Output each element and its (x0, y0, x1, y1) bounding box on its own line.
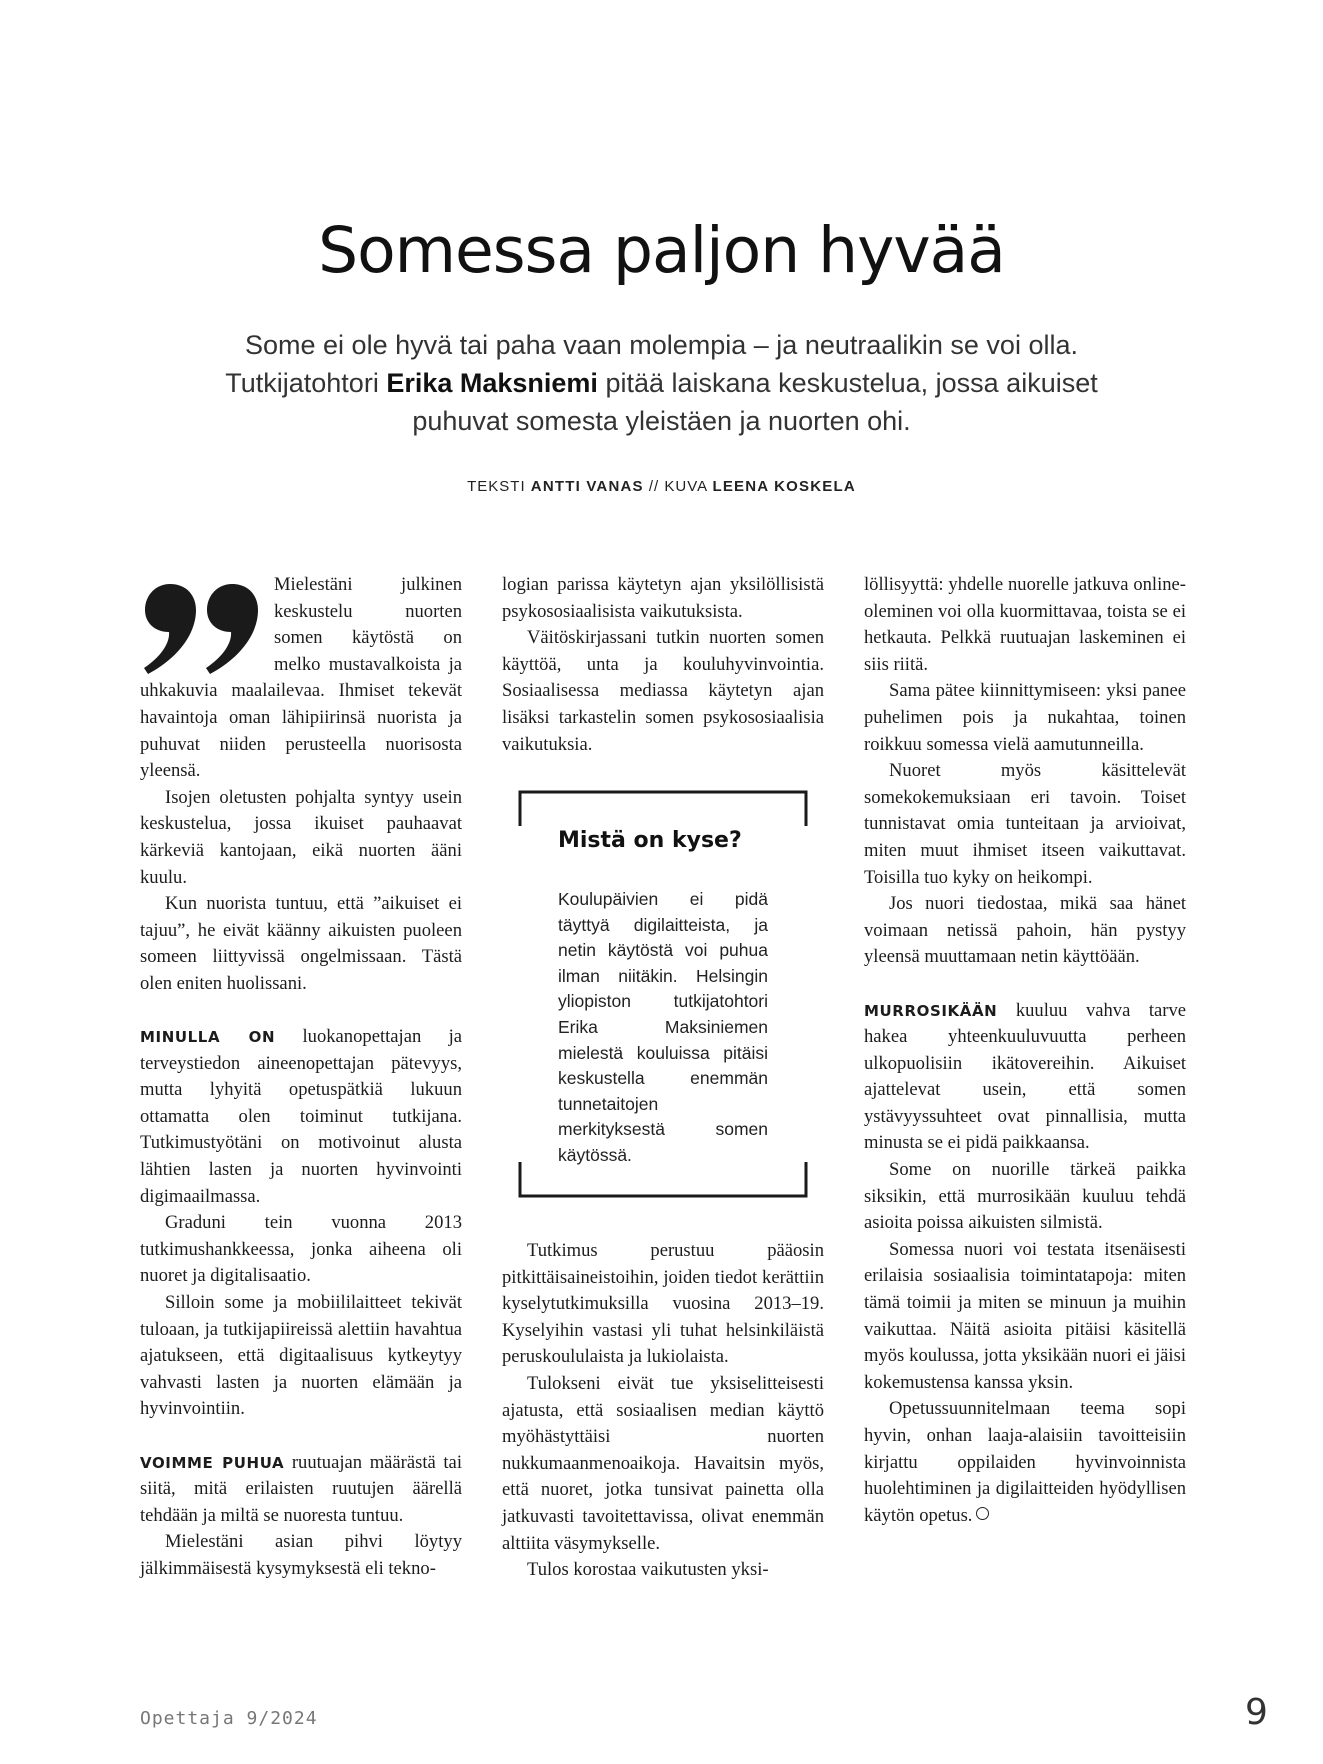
article-credits (0, 478, 1323, 495)
section-paragraph (140, 1024, 462, 1210)
paragraph-text: Mielestäni julkinen keskustelu nuorten somen käytöstä on melko mustavalkoista ja uhkakuvia maalailevaa. Ihmiset tekevät havaintoja oman lähipiirinsä nuorista ja puhuvat niiden perusteella nuorisosta yleensä. (140, 574, 462, 782)
sidebar-title: Mistä on kyse? (558, 828, 742, 853)
paragraph: Isojen oletusten pohjalta syntyy usein keskustelua, jossa ikuiset pauhaavat kärkeviä kantojaan, eikä nuorten ääni kuulu. (140, 786, 462, 888)
paragraph: Mielestäni asian pihvi löytyy jälkimmäisestä kysymyksestä eli tekno- (140, 1531, 462, 1579)
paragraph: Graduni tein vuonna 2013 tutkimushankkeessa, jonka aiheena oli nuoret ja digitalisaatio. (140, 1212, 462, 1287)
paragraph: Some on nuorille tärkeä paikka siksikin, että murrosikään kuuluu tehdä asioita poissa aikuisten silmistä. (864, 1159, 1186, 1234)
paragraph: Jos nuori tiedostaa, mikä saa hänet voimaan netissä pahoin, hän pystyy yleensä muuttamaan netin käyttöään. (864, 893, 1186, 968)
paragraph-text: Opetussuunnitelmaan teema sopi hyvin, onhan laaja-alaisiin tavoitteisiin kirjattu oppilaiden hyvinvoinnista huolehtiminen ja digilaitteiden hyödyllisen käytön opetus. (864, 1398, 1186, 1526)
paragraph-text: ruutuajan määrästä tai siitä, mitä erilaisten ruutujen äärellä tehdään ja miltä se nuoresta tuntuu. (140, 1451, 462, 1526)
article-lead (220, 326, 1103, 440)
section-lead-in: MURROSIKÄÄN (864, 1001, 998, 1020)
paragraph: Somessa nuori voi testata itsenäisesti erilaisia sosiaalisia toimintatapoja: miten tämä toimii ja miten se minuun ja muihin vaikuttaa. Näitä asioita pitäisi käsitellä myös koulussa, jotta yksikään nuori ei jäisi kokemustensa kanssa yksin. (864, 1238, 1186, 1393)
lead-text-end: pitää laiskana keskustelua, jossa aikuiset puhuvat somesta yleistäen ja nuorten ohi. (412, 368, 1098, 436)
page-number: 9 (1245, 1692, 1268, 1733)
credit-separator: // (648, 478, 660, 495)
paragraph: Kun nuorista tuntuu, että ”aikuiset ei tajuu”, he eivät käänny aikuisten puoleen someen liittyvissä ongelmissaan. Tästä olen eniten huolissani. (140, 893, 462, 994)
paragraph (864, 1396, 1186, 1529)
lead-text-start: Some ei ole hyvä tai paha vaan molempia – ja neutraalikin se voi olla. Tutkijatohtori (225, 330, 1078, 398)
credit-text-label: TEKSTI (467, 478, 526, 495)
paragraph: Väitöskirjassani tutkin nuorten somen käyttöä, unta ja kouluhyvinvointia. Sosiaalisessa mediassa käytetyn ajan lisäksi tarkastelin somen psykososiaalisia vaikutuksia. (502, 627, 824, 755)
paragraph: Silloin some ja mobiililaitteet tekivät tuloaan, ja tutkijapiireissä alettiin havahtua ajatukseen, että digitaalisuus kytkeytyy vahvasti lasten ja nuorten elämään ja hyvinvointiin. (140, 1292, 462, 1420)
sidebar-text: Koulupäivien ei pidä täyttyä digilaitteista, ja netin käytöstä voi puhua ilman niitäkin. Helsingin yliopiston tutkijatohtori Erika Maksiniemen mielestä kouluissa pitäisi keskustella enemmän tunnetaitojen merkityksestä somen käytössä. (558, 889, 768, 1165)
credit-photo-label: KUVA (664, 478, 708, 495)
paragraph-text: luokanopettajan ja terveystiedon aineenopettajan pätevyys, mutta lyhyitä opetuspätkiä lukuun ottamatta olen toiminut tutkijana. Tutkimustyötäni on motivoinut alusta lähtien lasten ja nuorten hyvinvointi digimaailmassa. (140, 1026, 462, 1207)
paragraph: logian parissa käytetyn ajan yksilöllisistä psykososiaalisista vaikutuksista. (502, 574, 824, 622)
article-column-3 (864, 572, 1186, 1529)
paragraph: Tutkimus perustuu pääosin pitkittäisaineistoihin, joiden tiedot kerättiin kyselytutkimuksilla vuosina 2013–19. Kyselyihin vastasi yli tuhat helsinkiläistä peruskoululaista ja lukiolaista. (502, 1240, 824, 1368)
end-mark-icon (976, 1507, 989, 1520)
paragraph: Nuoret myös käsittelevät somekokemuksiaan eri tavoin. Toiset tunnistavat omia tunteitaan ja arvioivat, miten muut ihmiset itseen vaikuttavat. Toisilla tuo kyky on heikompi. (864, 760, 1186, 888)
magazine-issue: Opettaja 9/2024 (140, 1708, 318, 1729)
paragraph (140, 572, 462, 785)
quote-mark-icon (140, 578, 260, 678)
section-paragraph (140, 1450, 462, 1530)
article-column-1 (140, 572, 462, 1583)
section-lead-in: VOIMME PUHUA (140, 1453, 285, 1472)
paragraph: Tulokseni eivät tue yksiselitteisesti ajatusta, että sosiaalisen median käyttö myöhästyttäisi nuorten nukkumaanmenoaikoja. Havaitsin myös, että nuoret, jotka tunsivat painetta olla jatkuvasti tavoitettavissa, olivat enemmän alttiita väsymykselle. (502, 1372, 824, 1554)
section-paragraph (864, 998, 1186, 1158)
article-title: Somessa paljon hyvää (318, 214, 1005, 287)
paragraph: Tulos korostaa vaikutusten yksi- (527, 1559, 769, 1581)
paragraph: Sama pätee kiinnittymiseen: yksi panee puhelimen pois ja nukahtaa, toinen roikkuu somessa vielä aamutunneilla. (864, 680, 1186, 755)
credit-photographer: LEENA KOSKELA (712, 478, 856, 495)
section-lead-in: MINULLA ON (140, 1028, 276, 1047)
sidebar-box (518, 790, 808, 1198)
article-column-2-top (502, 572, 824, 758)
article-column-2-bottom (502, 1238, 824, 1584)
paragraph-text: kuuluu vahva tarve hakea yhteenkuuluvuutta perheen ulkopuolisiin ikätovereihin. Aikuiset ajattelevat usein, että somen ystävyyssuhteet ovat pinnallisia, mutta minusta se ei pidä paikkaansa. (864, 999, 1186, 1154)
credit-author: ANTTI VANAS (530, 478, 644, 495)
paragraph: löllisyyttä: yhdelle nuorelle jatkuva online-oleminen voi olla kuormittavaa, toista se ei hetkauta. Pelkkä ruutuajan laskeminen ei siis riitä. (864, 574, 1186, 675)
lead-person-name: Erika Maksniemi (386, 368, 598, 398)
